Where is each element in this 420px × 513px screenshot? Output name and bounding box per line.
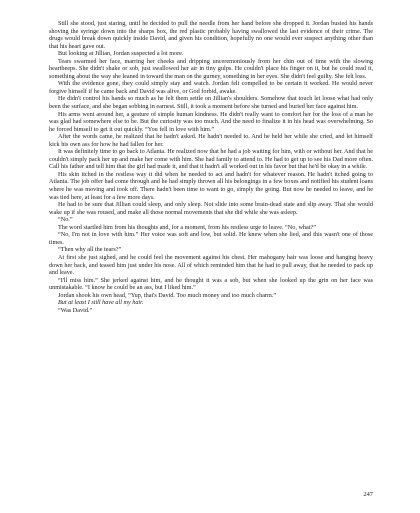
book-page bbox=[49, 20, 373, 505]
paragraph-6: His arms went around her, a gesture of simple human kindness. He didn't really want to comfort her for the loss of a man he was glad had somewhere else to be. But the curiosity was too much. And the need to finalize it in his head was overwhelming. So he forced himself to get it out quickly. “You fell in love with him.” bbox=[49, 110, 373, 133]
paragraph-17: Jordan shook his own head, “Yup, that's David. Too much money and too much charm.” bbox=[58, 291, 277, 299]
paragraph-2: But looking at Jillian, Jordan suspected a lot more. bbox=[58, 50, 184, 58]
paragraph-5: He didn't control his hands so much as he felt them settle on Jillian's shoulders. Somehow that touch let loose what had only been the surface, and she began sobbing in earnest. Still, it took a moment before she turned and buried her face against him. bbox=[49, 95, 373, 111]
paragraph-8: It was definitely time to go back to Atlanta. He realized now that he had a job waiting for him, with or without her. And that he couldn't simply pack her up and make her come with him. She had family to attend to. He had to get up to see his Dad more often. Call his father and tell him that the girl had made it, and that it hadn't all worked out in his favor but that he'd be okay in a while. bbox=[49, 148, 373, 171]
paragraph-10: He had to be sure that Jillian could sleep, and only sleep. Not slide into some brain-dead state and slip away. That she would wake up if she was roused, and make all those normal movements that she did while she was asleep. bbox=[49, 201, 373, 216]
page-number: 247 bbox=[363, 491, 373, 498]
paragraph-1: Still she stood, just staring, until he decided to pull the needle from her hand before she dropped it. Jordan busied his hands shoving the syringe down into the sharps box, the red plastic probably having swallowed the last evidence of their crime. The drugs would break down quickly inside David, and given his condition, hopefully no one would ever suspect anything other than that his heart gave out. bbox=[49, 20, 373, 50]
paragraph-12: The word startled him from his thoughts and, for a moment, from his restless urge to leave. “No, what?” bbox=[58, 223, 316, 231]
paragraph-9: His skin itched in the restless way it did when he needed to act and hadn't for whatever reason. He hadn't itched going to Atlanta. The job offer had come through and he had simply thrown all his belongings in a few boxes and notified his student loans where he was moving and took off. There hadn't been time to want to go, simply the going. But now he needed to leave, and he was tied here, at least for a few more days. bbox=[49, 170, 373, 201]
paragraph-4: With the evidence gone, they could simply stay and watch. Jordan felt compelled to be certain it worked. He would never forgive himself if he came back and David was alive, or God forbid, awake. bbox=[49, 80, 373, 95]
paragraph-15: At first she just sighed, and he could feel the movement against his chest. Her mahogany hair was loose and hanging heavy down her back, and teased him just under his nose. All of which reminded him that he had to pull away, that he needed to pack up and leave. bbox=[49, 253, 373, 277]
paragraph-13: “No, I'm not in love with him.” Her voice was soft and low, but solid. He knew when she lied, and this wasn't one of those times. bbox=[49, 231, 373, 246]
paragraph-11: “No.” bbox=[58, 216, 73, 224]
paragraph-14: “Then why all the tears?” bbox=[58, 246, 122, 254]
paragraph-19: “Was David.” bbox=[58, 306, 93, 314]
paragraph-18-italic: But at least I still have all my hair. bbox=[58, 299, 144, 307]
paragraph-7: After the words came, he realized that he hadn't asked. He hadn't needed to. And he held her while she cried, and let himself kick his own ass for how he had fallen for her. bbox=[49, 133, 373, 148]
paragraph-16: “I'll miss him.” She jerked against him, and he thought it was a sob, but when she looked up the grin on her face was unmistakable. “I know he could be an ass, but I liked him.” bbox=[49, 276, 373, 292]
paragraph-3: Tears swarmed her face, marring her cheeks and dripping unceremoniously from her chin out of time with the slowing heartbeeps. She didn't shake or sob, just swallowed her air in tiny gulps. He couldn't place his finger on it, but he could read it, something about the way she leaned in toward the man on the gurney, something in her eyes. She didn't feel guilty. She felt loss. bbox=[49, 57, 373, 80]
